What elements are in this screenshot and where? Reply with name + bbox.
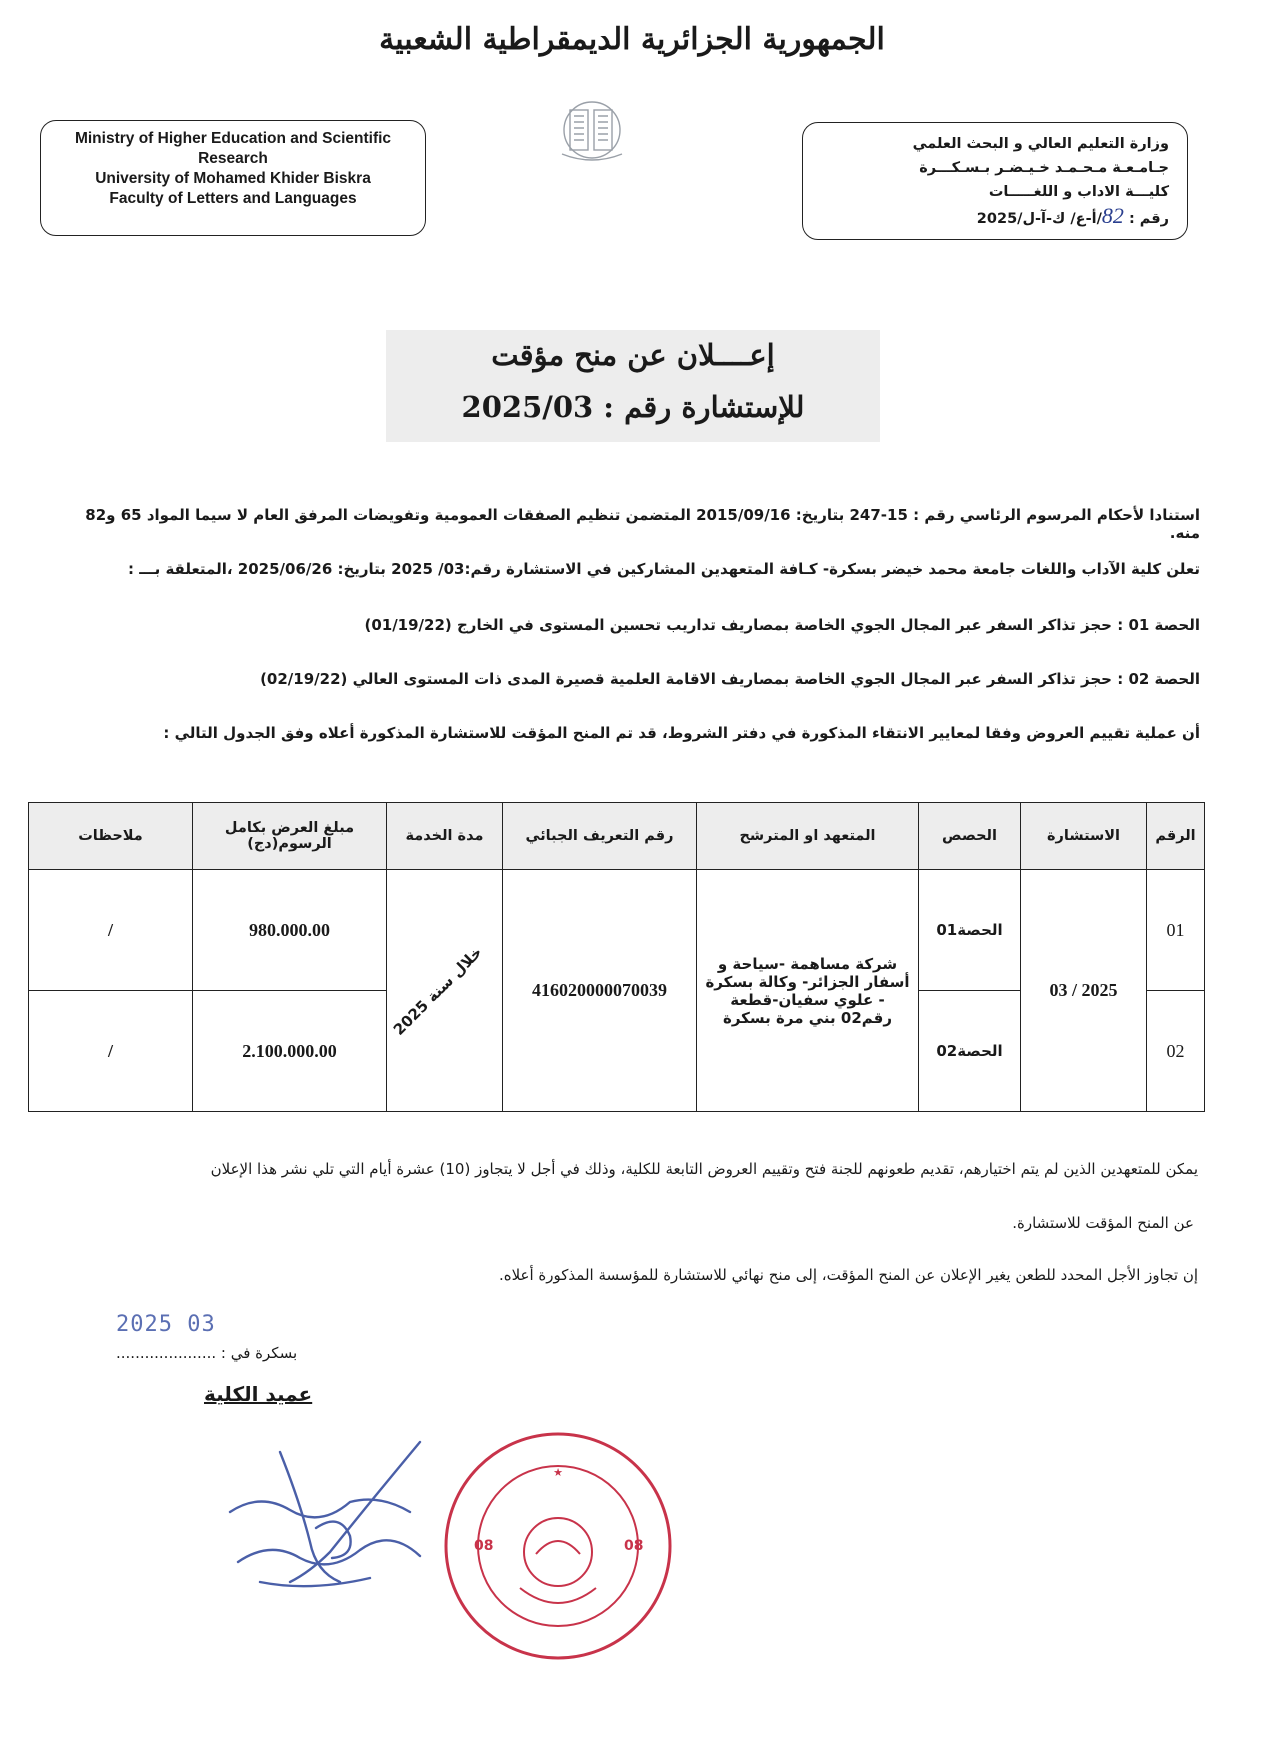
header-tax-id: رقم التعريف الجبائي <box>503 803 697 870</box>
header-bidder: المتعهد او المترشح <box>697 803 919 870</box>
header-duration: مدة الخدمة <box>387 803 503 870</box>
place-date-label: بسكرة في : ..................... <box>116 1344 298 1362</box>
english-header-box <box>40 120 426 236</box>
amount-cell: 980.000.00 <box>193 870 387 991</box>
row-number: 02 <box>1147 991 1205 1112</box>
award-table <box>28 802 1205 1112</box>
tax-id-cell: 416020000070039 <box>503 870 697 1112</box>
arabic-header-box <box>802 122 1188 240</box>
duration-text: خلال سنة 2025 <box>389 942 486 1039</box>
header-consultation: الاستشارة <box>1021 803 1147 870</box>
reference-line <box>821 204 1169 231</box>
table-row <box>29 870 1205 991</box>
date-stamp: 2025 03 <box>116 1312 216 1337</box>
seal-number-left: 08 <box>474 1538 494 1554</box>
legal-basis-paragraph: استنادا لأحكام المرسوم الرئاسي رقم : 15-247 بتاريخ: 2015/09/16 المتضمن تنظيم الصفقات العمومية وتفويضات المرفق العام لا سيما المواد 65 و82 منه. <box>85 506 1200 542</box>
announcement-paragraph: تعلن كلية الآداب واللغات جامعة محمد خيضر بسكرة- كـافة المتعهدين المشاركين في الاستشارة رقم:03/ 2025 بتاريخ: 2025/06/26 ،المتعلقة بـــ : <box>127 560 1200 578</box>
ministry-arabic: وزارة التعليم العالي و البحث العلمي <box>912 136 1169 152</box>
university-arabic: جـامـعـة مـحـمـد خـيـضـر بـسـكـــرة <box>919 160 1169 176</box>
lot-cell: الحصة01 <box>919 870 1021 991</box>
lot-cell: الحصة02 <box>919 991 1021 1112</box>
republic-title: الجمهورية الجزائرية الديمقراطية الشعبية <box>379 22 885 57</box>
header-lots: الحصص <box>919 803 1021 870</box>
seal-star: ★ <box>553 1466 563 1479</box>
evaluation-paragraph: أن عملية تقييم العروض وفقا لمعايير الانتقاء المذكورة في دفتر الشروط، قد تم المنح المؤقت للاستشارة المذكورة أعلاه وفق الجدول التالي : <box>163 724 1200 742</box>
consultation-cell: 2025 / 03 <box>1021 870 1147 1112</box>
duration-cell <box>387 870 503 1112</box>
lot-1-description: الحصة 01 : حجز تذاكر السفر عبر المجال الجوي الخاصة بمصاريف تداريب تحسين المستوى في الخارج (01/19/22) <box>364 616 1200 634</box>
university-line: University of Mohamed Khider Biskra <box>95 170 371 187</box>
note-cell: / <box>29 870 193 991</box>
ministry-line-2: Research <box>198 150 268 167</box>
university-seal <box>440 1428 676 1664</box>
reference-suffix: /أ-ع/ ك-آ-ل/2025 <box>976 211 1102 227</box>
university-logo <box>548 96 636 166</box>
header-num: الرقم <box>1147 803 1205 870</box>
dean-title: عميد الكلية <box>204 1382 313 1406</box>
row-number: 01 <box>1147 870 1205 991</box>
reference-number: 82 <box>1101 203 1124 228</box>
announcement-title: إعــــلان عن منح مؤقت <box>491 338 775 372</box>
appeal-paragraph-end: عن المنح المؤقت للاستشارة. <box>1012 1214 1194 1232</box>
seal-number-right: 08 <box>624 1538 644 1554</box>
deadline-paragraph: إن تجاوز الأجل المحدد للطعن يغير الإعلان عن المنح المؤقت، إلى منح نهائي للاستشارة للمؤسسة المذكورة أعلاه. <box>498 1266 1198 1284</box>
note-cell: / <box>29 991 193 1112</box>
faculty-line: Faculty of Letters and Languages <box>109 190 357 207</box>
lot-2-description: الحصة 02 : حجز تذاكر السفر عبر المجال الجوي الخاصة بمصاريف الاقامة العلمية قصيرة المدى ذات المستوى العالي (02/19/22) <box>260 670 1200 688</box>
header-notes: ملاحظات <box>29 803 193 870</box>
appeal-paragraph: يمكن للمتعهدين الذين لم يتم اختيارهم، تقديم طعونهم للجنة فتح وتقييم العروض التابعة للكلية، وذلك في أجل لا يتجاوز (10) عشرة أيام التي تلي نشر هذا الإعلان <box>210 1160 1198 1178</box>
bidder-cell: شركة مساهمة -سياحة و أسفار الجزائر- وكالة بسكرة - علوي سفيان-قطعة رقم02 بني مرة بسكرة <box>697 870 919 1112</box>
table-header-row <box>29 803 1205 870</box>
faculty-arabic: كليـــة الاداب و اللغـــــات <box>988 184 1169 200</box>
ministry-line: Ministry of Higher Education and Scientific <box>74 130 392 147</box>
header-amount: مبلغ العرض بكامل الرسوم(دج) <box>193 803 387 870</box>
reference-label: رقم : <box>1128 211 1169 227</box>
amount-cell: 2.100.000.00 <box>193 991 387 1112</box>
dean-signature <box>220 1432 460 1632</box>
consultation-title: للإستشارة رقم : 2025/03 <box>461 390 805 424</box>
